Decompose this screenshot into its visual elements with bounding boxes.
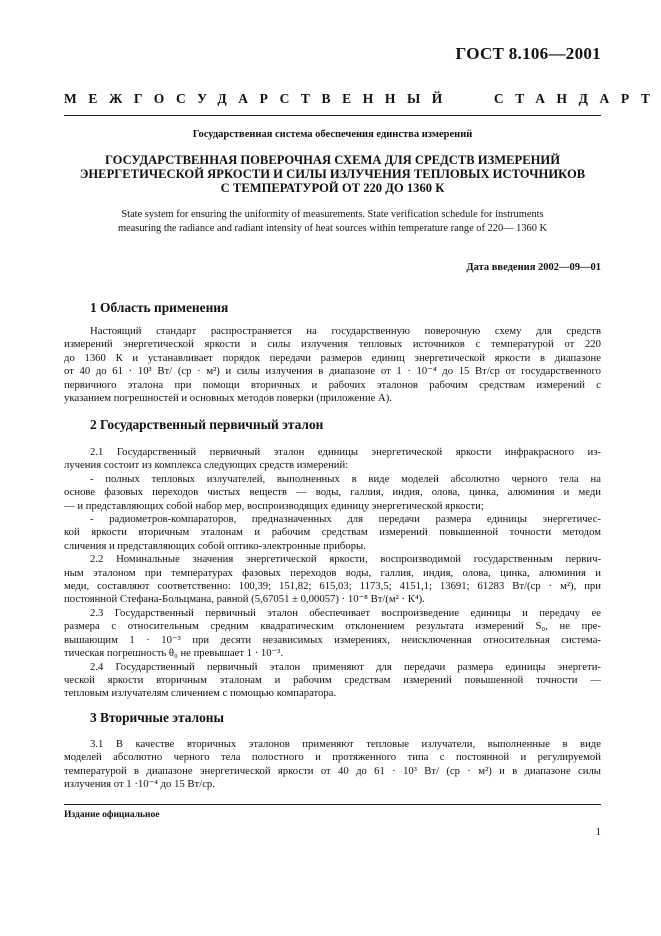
text-line: 2.4 Государственный первичный эталон применяют для передачи размера единицы энергети-: [90, 660, 601, 673]
text-line: от 40 до 61 · 10³ Вт/ (ср · м²) и силы излучения в диапазоне от 1 · 10⁻⁴ до 15 Вт/ср от государственного: [64, 365, 601, 378]
text-line: 2.3 Государственный первичный эталон обеспечивает воспроизведение единицы и передачу ее: [90, 606, 601, 619]
text-line: лучения состоит из комплекса следующих средств измерений:: [64, 459, 349, 472]
standard-banner: [64, 91, 661, 107]
section-2-body: [64, 446, 601, 701]
document-title: [64, 153, 601, 196]
text-line: сличения и представляющих собой оптико-электронные приборы.: [64, 539, 366, 552]
section-1-body: [64, 325, 601, 405]
introduction-date: Дата введения 2002—09—01: [466, 262, 601, 273]
banner-left: МЕЖГОСУДАРСТВЕННЫЙ: [64, 91, 454, 106]
section-1-heading: 1 Область применения: [90, 300, 229, 315]
page-number: 1: [595, 826, 601, 838]
text-line: излучения от 1 ·10⁻⁴ до 15 Вт/ср.: [64, 778, 215, 791]
section-3-body: [64, 738, 601, 792]
title-line: С ТЕМПЕРАТУРОЙ ОТ 220 ДО 1360 К: [220, 181, 445, 196]
text-line: тепловым излучателям сличением с помощью компаратора.: [64, 687, 337, 700]
text-line: кой яркости вторичным эталонам и рабочим средствам измерений повышенной точности методом: [64, 526, 601, 539]
text-line: вышающим 1 · 10⁻³ при десяти независимых измерениях, неисключенная относительная системa-: [64, 633, 601, 646]
text-line: измерений энергетической яркости и силы излучения тепловых источников с температурой от 220: [64, 338, 601, 351]
text-line: меди, составляют соответственно: 100,39; 151,82; 615,03; 1173,5; 4151,1; 13691; 61283 Вт/(ср · м²), при: [64, 580, 601, 593]
text-line: тическая погрешность θ₀ не превышает 1 · 10⁻³.: [64, 647, 284, 660]
english-title-line: State system for ensuring the uniformity of measurements. State verification schedule for instruments: [121, 209, 544, 220]
text-line: постоянной Стефана-Больцмана, равной (5,67051 ± 0,00057) · 10⁻⁸ Вт/(м² · К⁴).: [64, 593, 425, 606]
banner-right: СТАНДАРТ: [493, 91, 661, 106]
text-line: ным эталоном при температурах фазовых переходов воды, галлия, индия, олова, цинка, алюминия и: [64, 566, 601, 579]
text-line: Настоящий стандарт распространяется на государственную поверочную схему для средств: [90, 325, 601, 337]
english-title: [64, 208, 601, 235]
text-line: температурой в диапазоне энергетической яркости от 40 до 61 · 10³ Вт/ (ср · м²) и в диапазоне силы: [64, 764, 601, 777]
text-line: 2.2 Номинальные значения энергетической яркости, воспроизводимой государственным первич-: [90, 553, 601, 566]
text-line: 3.1 В качестве вторичных эталонов применяют тепловые излучатели, выполненные в виде: [90, 738, 601, 750]
text-line: ческой яркости вторичным эталонам и рабочим средствам измерений повышенной точности —: [64, 673, 601, 686]
english-title-line: measuring the radiance and radiant intensity of heat sources within temperature range of 220— 1360 K: [117, 222, 548, 234]
text-line: — и представляющих собой набор мер, воспроизводящих единицу энергетической яркости;: [64, 499, 484, 512]
title-line: ЭНЕРГЕТИЧЕСКОЙ ЯРКОСТИ И СИЛЫ ИЗЛУЧЕНИЯ ТЕПЛОВЫХ ИСТОЧНИКОВ: [79, 167, 586, 182]
text-line: первичного эталона при помощи вторичных и рабочих эталонов рабочим средствам измерений с: [64, 378, 601, 391]
text-line: - радиометров-компараторов, предназначенных для передачи размера единицы энергетичес-: [90, 513, 601, 526]
section-2-heading: 2 Государственный первичный эталон: [90, 417, 324, 432]
text-line: основе фазовых переходов чистых веществ — воды, галлия, индия, олова, цинка, алюминия и меди: [64, 486, 601, 499]
text-line: размера с относительным средним квадратическим отклонением результата измерений S₀, не пре-: [64, 620, 601, 633]
footer-divider: [64, 804, 601, 805]
edition-note: Издание официальное: [64, 810, 160, 820]
top-divider: [64, 115, 601, 116]
text-line: моделей абсолютно черного тела полостного и протяженного типа с постоянной и регулируемой: [64, 751, 601, 764]
text-line: 2.1 Государственный первичный эталон единицы энергетической яркости инфракрасного из-: [90, 446, 601, 458]
text-line: указанием погрешностей и основных методов поверки (приложение А).: [64, 392, 392, 405]
text-line: - полных тепловых излучателей, выполненных в виде моделей абсолютно черного тела на: [90, 472, 601, 485]
section-3-heading: 3 Вторичные эталоны: [90, 710, 224, 725]
text-line: до 1360 К и устанавливает порядок передачи размеров единиц энергетической яркости в диапазоне: [64, 351, 601, 364]
system-name: Государственная система обеспечения единства измерений: [192, 129, 473, 140]
title-line: ГОСУДАРСТВЕННАЯ ПОВЕРОЧНАЯ СХЕМА ДЛЯ СРЕДСТВ ИЗМЕРЕНИЙ: [104, 153, 561, 167]
document-code: ГОСТ 8.106—2001: [455, 44, 601, 63]
